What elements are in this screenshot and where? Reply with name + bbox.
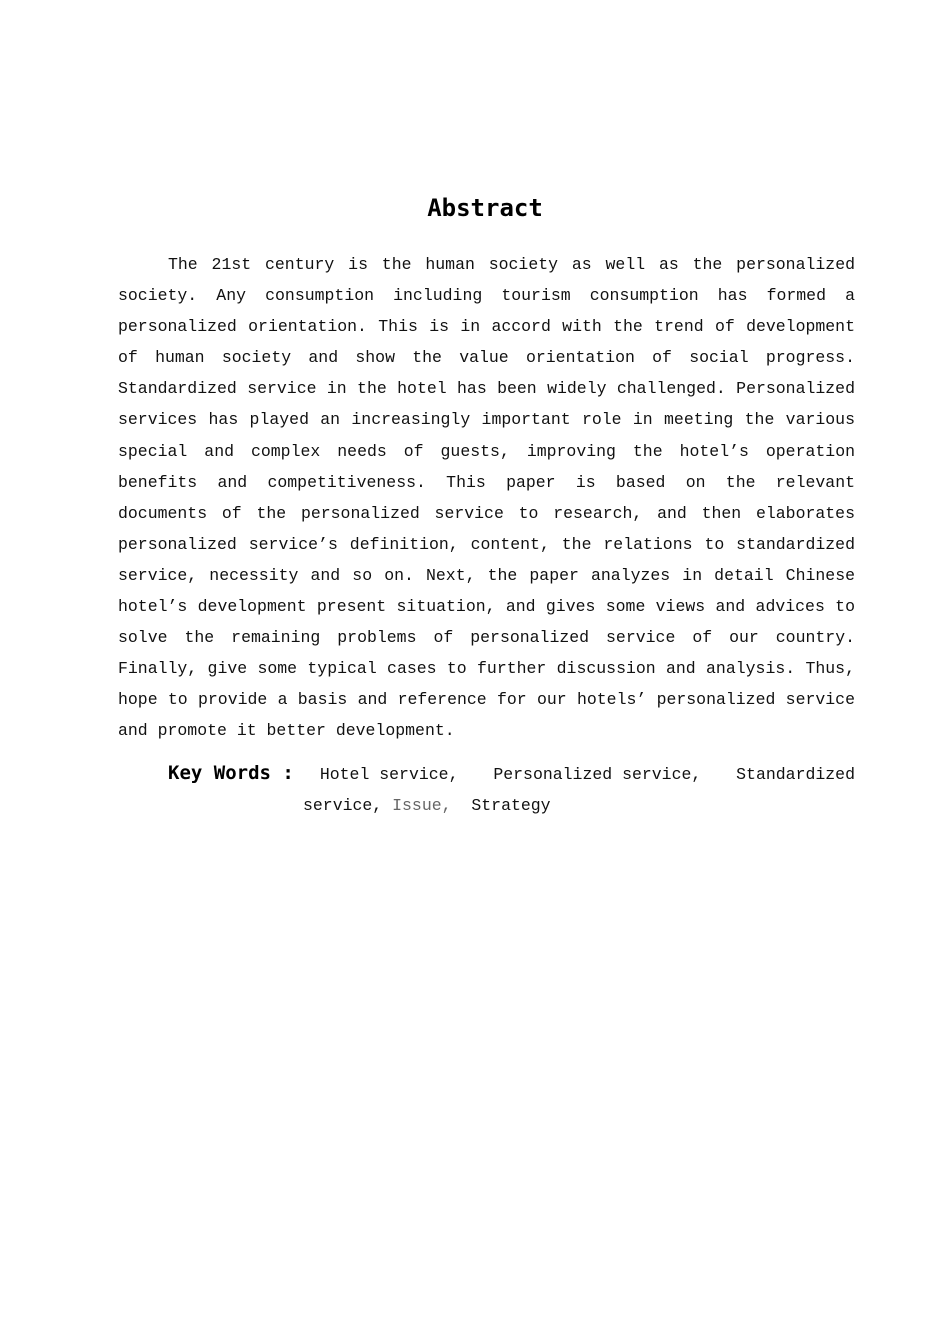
keyword-standardized: Standardized bbox=[736, 765, 855, 784]
abstract-paragraph: The 21st century is the human society as well as the personalized society. Any consumption including tourism consumption has formed a personalized orientation. This is in accord with the trend of development of human society and show the value orientation of social progress. Standardized service in the hotel has been widely challenged. Personalized services has played an increasingly important role in meeting the various special and complex needs of guests, improving the hotel’s operation benefits and competitiveness. This paper is based on the relevant documents of the personalized service to research, and then elaborates personalized service’s definition, content, the relations to standardized service, necessity and so on. Next, the paper analyzes in detail Chinese hotel’s development present situation, and gives some views and advices to solve the remaining problems of personalized service of our country. Finally, give some typical cases to further discussion and analysis. Thus, hope to provide a basis and reference for our hotels’ personalized service and promote it better development. bbox=[118, 255, 855, 741]
keyword-strategy: Strategy bbox=[471, 796, 551, 815]
keywords-line-2 bbox=[303, 790, 855, 821]
keyword-issue: Issue, bbox=[392, 796, 452, 815]
keywords-line-1 bbox=[168, 758, 855, 790]
keywords-label: Key Words : bbox=[168, 762, 294, 784]
keyword-hotel-service: Hotel service, bbox=[319, 765, 459, 784]
keywords-terms-row bbox=[320, 759, 855, 790]
keywords-section bbox=[168, 758, 855, 821]
abstract-title: Abstract bbox=[427, 194, 543, 222]
keyword-standardized-cont: service, bbox=[303, 796, 383, 815]
keyword-personalized-service: Personalized service, bbox=[493, 765, 702, 784]
